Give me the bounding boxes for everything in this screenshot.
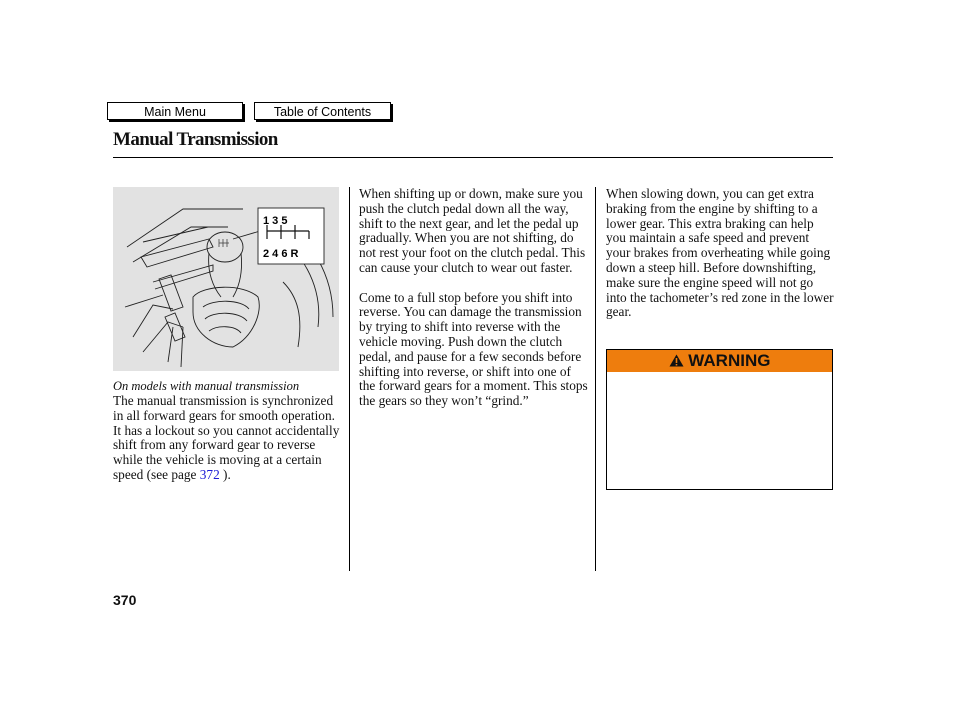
col2-paragraph-2: Come to a full stop before you shift into reverse. You can damage the transmission by trying to shift into reverse with the vehicle moving. Push down the clutch pedal, and pause for a few seconds before shifting into reverse, or shift into one of the forward gears for a moment. This stops the gears so they won’t “grind.”	[359, 289, 588, 409]
title-rule	[113, 157, 833, 158]
column-divider-1	[349, 187, 350, 571]
col1-text: The manual transmission is synchronized in all forward gears for smooth operation. It has a lockout so you cannot accidentally shift from any forward gear to reverse while the vehicle is moving at a certain speed (see page	[113, 393, 340, 482]
gear-shifter-illustration	[113, 187, 339, 371]
page-372-link[interactable]: 372	[199, 466, 220, 482]
figure-caption: On models with manual transmission	[113, 379, 300, 393]
col1-paragraph	[113, 394, 342, 483]
table-of-contents-button[interactable]: Table of Contents	[254, 102, 391, 120]
warning-box	[606, 349, 833, 490]
column-3	[606, 187, 835, 335]
col1-text-end: ).	[219, 466, 231, 482]
shift-pattern-top-label: 1 3 5	[263, 215, 288, 227]
col2-paragraph-1: When shifting up or down, make sure you push the clutch pedal down all the way, shift to the next gear, and let the pedal up gradually. When you are not shifting, do not rest your foot on the clutch pedal. This can cause your clutch to wear out faster.	[359, 186, 586, 275]
page-number: 370	[113, 592, 137, 608]
shift-pattern-bottom-label: 2 4 6 R	[263, 248, 299, 260]
warning-header	[607, 350, 832, 372]
page-title: Manual Transmission	[113, 129, 278, 150]
column-1	[113, 394, 342, 498]
column-divider-2	[595, 187, 596, 571]
main-menu-button[interactable]: Main Menu	[107, 102, 243, 120]
warning-label: WARNING	[688, 351, 771, 370]
col3-paragraph-1: When slowing down, you can get extra braking from the engine by shifting to a lower gear. This extra braking can help you maintain a safe speed and prevent your brakes from overheating while going down a steep hill. Before downshifting, make sure the engine speed will not go into the tachometer’s red zone in the lower gear.	[606, 186, 834, 320]
column-2	[359, 187, 588, 424]
warning-triangle-icon	[669, 354, 684, 367]
